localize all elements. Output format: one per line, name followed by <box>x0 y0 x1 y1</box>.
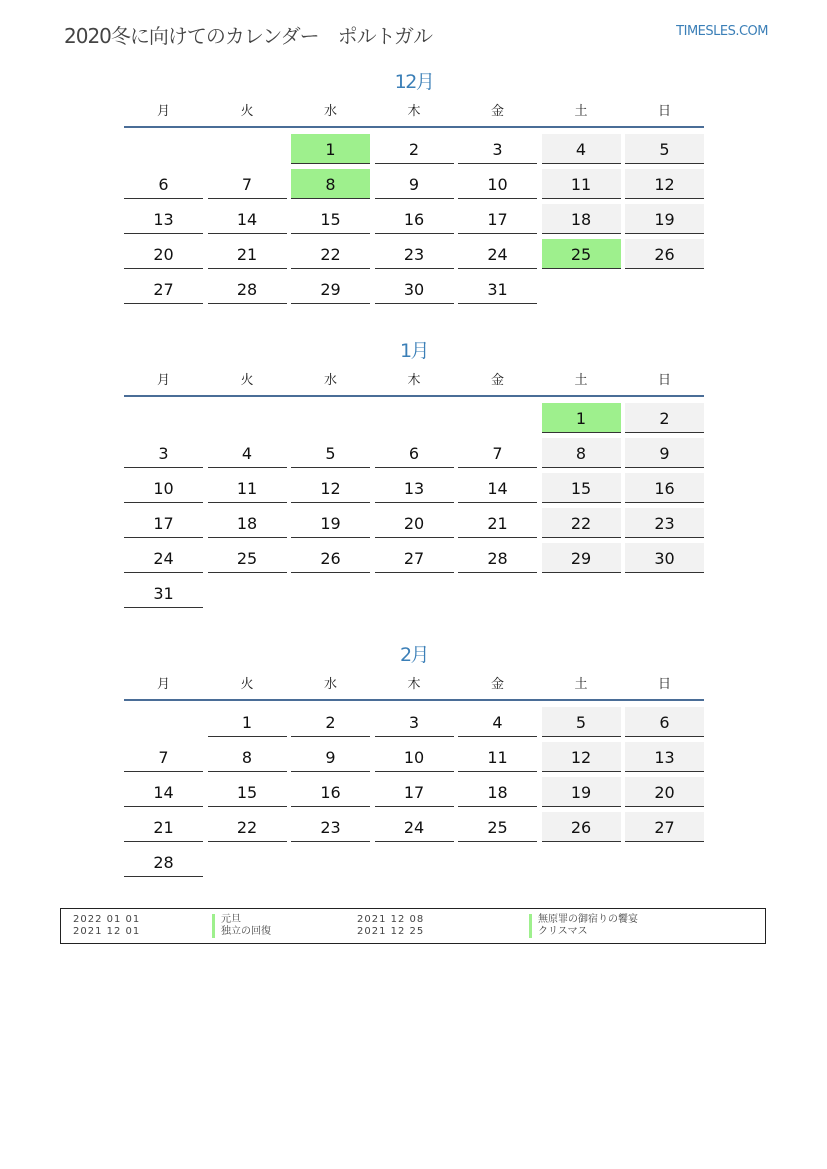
day-cell: 10 <box>375 742 454 772</box>
day-cell: 7 <box>208 169 287 199</box>
day-cell: 17 <box>124 508 203 538</box>
day-cell: 18 <box>208 508 287 538</box>
day-cell: 11 <box>542 169 621 199</box>
day-cell: 30 <box>625 543 704 573</box>
day-cell: 18 <box>542 204 621 234</box>
weekday-label: 金 <box>490 104 504 119</box>
day-cell: 4 <box>458 707 537 737</box>
day-cell: 7 <box>124 742 203 772</box>
day-cell: 1 <box>208 707 287 737</box>
month-title: 1月 <box>399 340 429 362</box>
day-cell: 30 <box>375 274 454 304</box>
weekday-label: 金 <box>490 677 504 692</box>
weekday-label: 火 <box>240 373 254 388</box>
weekday-label: 土 <box>574 373 588 388</box>
day-cell: 7 <box>458 438 537 468</box>
day-cell: 6 <box>375 438 454 468</box>
day-cell: 3 <box>375 707 454 737</box>
day-cell: 21 <box>458 508 537 538</box>
day-cell: 2 <box>291 707 370 737</box>
day-cell: 25 <box>458 812 537 842</box>
legend-date: 2022 01 01 <box>73 914 141 925</box>
holiday-day-cell: 1 <box>542 403 621 433</box>
site-link[interactable]: TIMESLES.COM <box>676 24 768 39</box>
day-cell: 2 <box>375 134 454 164</box>
weekday-header <box>124 371 704 397</box>
empty-cell <box>208 134 287 164</box>
day-cell: 28 <box>124 847 203 877</box>
day-cell: 16 <box>625 473 704 503</box>
day-cell: 14 <box>124 777 203 807</box>
weekday-label: 木 <box>407 373 421 388</box>
day-cell: 22 <box>208 812 287 842</box>
weekday-label: 水 <box>323 677 337 692</box>
day-cell: 27 <box>124 274 203 304</box>
day-cell: 16 <box>291 777 370 807</box>
weekday-label: 木 <box>407 677 421 692</box>
legend-name: 無原罪の御宿りの饗宴 <box>529 914 638 926</box>
page-title: 2020冬に向けてのカレンダー ポルトガル <box>64 24 432 48</box>
day-cell: 6 <box>625 707 704 737</box>
day-cell: 28 <box>458 543 537 573</box>
day-cell: 26 <box>542 812 621 842</box>
weekday-label: 木 <box>407 104 421 119</box>
weekday-label: 土 <box>574 104 588 119</box>
weekday-label: 土 <box>574 677 588 692</box>
day-cell: 9 <box>625 438 704 468</box>
legend-name: クリスマス <box>529 926 588 938</box>
day-cell: 29 <box>542 543 621 573</box>
day-cell: 17 <box>375 777 454 807</box>
weekday-label: 火 <box>240 104 254 119</box>
day-cell: 5 <box>625 134 704 164</box>
day-cell: 31 <box>124 578 203 608</box>
day-cell: 15 <box>208 777 287 807</box>
weekday-label: 月 <box>156 104 170 119</box>
day-cell: 24 <box>375 812 454 842</box>
day-cell: 11 <box>458 742 537 772</box>
day-cell: 29 <box>291 274 370 304</box>
day-cell: 12 <box>625 169 704 199</box>
legend-name: 元旦 <box>212 914 241 926</box>
day-cell: 4 <box>542 134 621 164</box>
day-cell: 8 <box>208 742 287 772</box>
weekday-header <box>124 675 704 701</box>
day-cell: 19 <box>542 777 621 807</box>
day-cell: 28 <box>208 274 287 304</box>
legend-date: 2021 12 25 <box>357 926 425 937</box>
day-cell: 27 <box>625 812 704 842</box>
day-cell: 9 <box>291 742 370 772</box>
day-cell: 23 <box>625 508 704 538</box>
legend-date: 2021 12 08 <box>357 914 425 925</box>
weekday-label: 金 <box>490 373 504 388</box>
day-cell: 21 <box>124 812 203 842</box>
day-cell: 13 <box>625 742 704 772</box>
day-cell: 21 <box>208 239 287 269</box>
holiday-day-cell: 25 <box>542 239 621 269</box>
holiday-legend <box>60 908 766 944</box>
weekday-label: 日 <box>657 677 671 692</box>
day-cell: 20 <box>375 508 454 538</box>
empty-cell <box>124 707 203 737</box>
weekday-label: 水 <box>323 373 337 388</box>
day-cell: 3 <box>458 134 537 164</box>
day-cell: 26 <box>625 239 704 269</box>
empty-cell <box>291 403 370 433</box>
weekday-label: 日 <box>657 104 671 119</box>
day-cell: 20 <box>625 777 704 807</box>
holiday-day-cell: 1 <box>291 134 370 164</box>
day-cell: 22 <box>542 508 621 538</box>
day-cell: 19 <box>291 508 370 538</box>
day-cell: 24 <box>458 239 537 269</box>
empty-cell <box>124 403 203 433</box>
empty-cell <box>375 403 454 433</box>
day-cell: 15 <box>291 204 370 234</box>
day-cell: 15 <box>542 473 621 503</box>
empty-cell <box>208 403 287 433</box>
day-cell: 26 <box>291 543 370 573</box>
weekday-label: 水 <box>323 104 337 119</box>
day-cell: 3 <box>124 438 203 468</box>
day-cell: 11 <box>208 473 287 503</box>
day-cell: 19 <box>625 204 704 234</box>
month-title: 12月 <box>394 71 434 93</box>
day-grid <box>124 707 704 877</box>
month-calendar <box>124 70 704 304</box>
day-cell: 6 <box>124 169 203 199</box>
day-cell: 2 <box>625 403 704 433</box>
day-cell: 10 <box>124 473 203 503</box>
day-cell: 16 <box>375 204 454 234</box>
day-cell: 17 <box>458 204 537 234</box>
day-cell: 5 <box>542 707 621 737</box>
weekday-label: 月 <box>156 373 170 388</box>
day-cell: 13 <box>375 473 454 503</box>
legend-date: 2021 12 01 <box>73 926 141 937</box>
day-cell: 12 <box>291 473 370 503</box>
day-cell: 23 <box>375 239 454 269</box>
month-calendar <box>124 339 704 608</box>
legend-name: 独立の回復 <box>212 926 271 938</box>
day-cell: 13 <box>124 204 203 234</box>
day-cell: 4 <box>208 438 287 468</box>
day-cell: 25 <box>208 543 287 573</box>
weekday-label: 日 <box>657 373 671 388</box>
month-title: 2月 <box>399 644 429 666</box>
day-cell: 14 <box>208 204 287 234</box>
day-cell: 27 <box>375 543 454 573</box>
day-cell: 10 <box>458 169 537 199</box>
day-cell: 14 <box>458 473 537 503</box>
day-cell: 23 <box>291 812 370 842</box>
day-grid <box>124 134 704 304</box>
day-cell: 31 <box>458 274 537 304</box>
weekday-label: 火 <box>240 677 254 692</box>
day-cell: 12 <box>542 742 621 772</box>
day-cell: 18 <box>458 777 537 807</box>
weekday-header <box>124 102 704 128</box>
weekday-label: 月 <box>156 677 170 692</box>
day-cell: 24 <box>124 543 203 573</box>
day-cell: 20 <box>124 239 203 269</box>
day-cell: 22 <box>291 239 370 269</box>
day-cell: 9 <box>375 169 454 199</box>
holiday-day-cell: 8 <box>291 169 370 199</box>
day-cell: 8 <box>542 438 621 468</box>
month-calendar <box>124 643 704 877</box>
day-cell: 5 <box>291 438 370 468</box>
day-grid <box>124 403 704 608</box>
empty-cell <box>458 403 537 433</box>
empty-cell <box>124 134 203 164</box>
